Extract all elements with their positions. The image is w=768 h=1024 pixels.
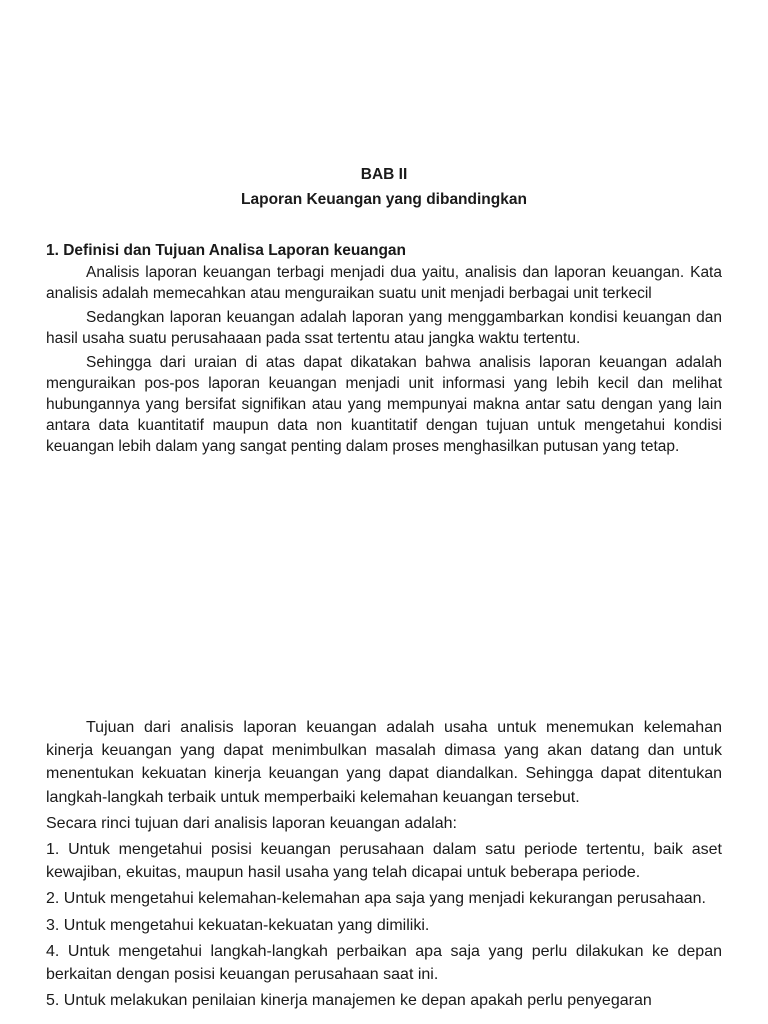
- list-item: 5. Untuk melakukan penilaian kinerja manajemen ke depan apakah perlu penyegaran: [46, 992, 652, 1010]
- section-heading: 1. Definisi dan Tujuan Analisa Laporan keuangan: [46, 242, 407, 259]
- chapter-title: BAB II: [360, 166, 408, 183]
- list-item: 3. Untuk mengetahui kekuatan-kekuatan yang dimiliki.: [46, 916, 430, 934]
- paragraph: Sehingga dari uraian di atas dapat dikatakan bahwa analisis laporan keuangan adalah menguraikan pos-pos laporan keuangan menjadi unit informasi yang lebih kecil dan melihat hubungannya yang bersifat signifikan atau yang mempunyai makna antar satu dengan yang lain antara data kuantitatif maupun data non kuantitatif dengan tujuan untuk mengetahui kondisi keuangan lebih dalam yang sangat penting dalam proses menghasilkan putusan yang tetap.: [46, 354, 722, 455]
- list-item: 2. Untuk mengetahui kelemahan-kelemahan apa saja yang menjadi kekurangan perusahaan.: [46, 890, 706, 908]
- list-item: 4. Untuk mengetahui langkah-langkah perbaikan apa saja yang perlu dilakukan ke depan berkaitan dengan posisi keuangan perusahaan saat ini.: [46, 942, 722, 984]
- list-item: 1. Untuk mengetahui posisi keuangan perusahaan dalam satu periode tertentu, baik aset kewajiban, ekuitas, maupun hasil usaha yang telah dicapai untuk beberapa periode.: [46, 841, 722, 882]
- paragraph: Tujuan dari analisis laporan keuangan adalah usaha untuk menemukan kelemahan kinerja keuangan yang dapat menimbulkan masalah dimasa yang akan datang dan untuk menentukan kekuatan kinerja keuangan yang dapat diandalkan. Sehingga dapat ditentukan langkah-langkah terbaik untuk memperbaiki kelemahan keuangan tersebut.: [46, 719, 722, 806]
- paragraph: Analisis laporan keuangan terbagi menjadi dua yaitu, analisis dan laporan keuangan. Kata analisis adalah memecahkan atau menguraikan suatu unit menjadi berbagai unit terkecil: [46, 264, 722, 302]
- section-objectives: [46, 716, 722, 1015]
- section-definition: [46, 240, 722, 460]
- paragraph: Sedangkan laporan keuangan adalah laporan yang menggambarkan kondisi keuangan dan hasil usaha suatu perusahaaan pada ssat tertentu atau jangka waktu tertentu.: [46, 309, 722, 347]
- list-lead: Secara rinci tujuan dari analisis laporan keuangan adalah:: [46, 814, 457, 832]
- chapter-subtitle: Laporan Keuangan yang dibandingkan: [241, 191, 527, 208]
